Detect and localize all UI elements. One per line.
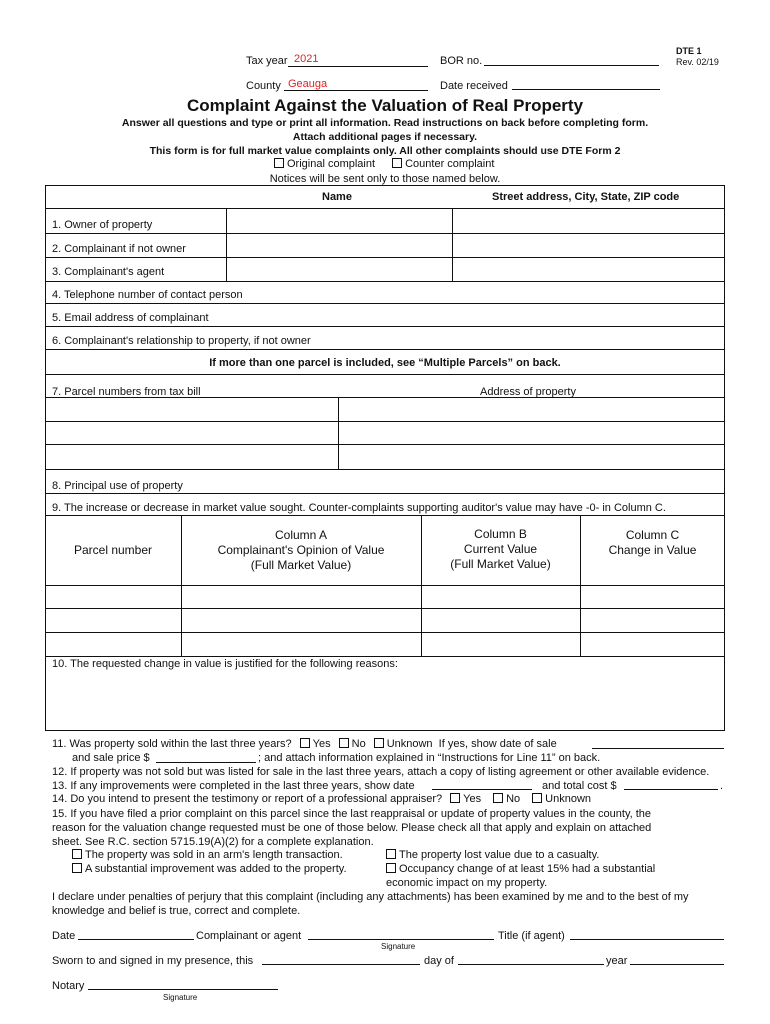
col-b-header: Column B Current Value (Full Market Value)	[450, 527, 551, 571]
q15-line1: 15. If you have filed a prior complaint on this parcel since the last reappraisal or update of property values in the county, the	[52, 808, 652, 820]
notary-signature-field[interactable]	[88, 989, 278, 990]
q15-option-improvement: A substantial improvement was added to the property.	[64, 863, 347, 876]
notice-text: Notices will be sent only to those named below.	[269, 173, 501, 185]
q11-yes-checkbox[interactable]	[300, 738, 310, 748]
casualty-checkbox[interactable]	[386, 849, 396, 859]
q14: 14. Do you intend to present the testimony or report of a professional appraiser? Yes No Unknown	[52, 793, 591, 805]
tax-year-field[interactable]	[288, 66, 428, 67]
title-label: Title (if agent)	[498, 930, 565, 942]
county-value: Geauga	[288, 78, 328, 90]
bor-label: BOR no.	[440, 55, 483, 67]
declaration-1: I declare under penalties of perjury that this complaint (including any attachments) has been examined by me and to the best of my	[52, 891, 689, 903]
row-parcel-numbers: 7. Parcel numbers from tax bill	[52, 386, 201, 398]
q14-no-checkbox[interactable]	[493, 793, 503, 803]
title-field[interactable]	[570, 939, 724, 940]
sold-checkbox[interactable]	[72, 849, 82, 859]
sworn-label: Sworn to and signed in my presence, this	[52, 955, 254, 967]
date-received-field[interactable]	[512, 89, 660, 90]
q11-sale-price-label: and sale price $	[72, 752, 150, 764]
q15-option-occupancy: Occupancy change of at least 15% had a substantial	[378, 863, 655, 876]
tax-year-value: 2021	[294, 53, 319, 65]
year-label: year	[606, 955, 628, 967]
original-complaint-label: Original complaint	[287, 158, 376, 170]
instruction-1: Answer all questions and type or print all information. Read instructions on back before completing form.	[121, 117, 649, 129]
complainant-label: Complainant or agent	[196, 930, 302, 942]
q11-no-checkbox[interactable]	[339, 738, 349, 748]
q12: 12. If property was not sold but was listed for sale in the last three years, attach a copy of listing agreement or other available evidence.	[52, 766, 710, 778]
col-a-header: Column A Complainant's Opinion of Value (Full Market Value)	[217, 528, 385, 572]
col-parcel-number: Parcel number	[73, 543, 153, 557]
col-c-header: Column C Change in Value	[608, 528, 697, 557]
instruction-3: This form is for full market value complaints only. All other complaints should use DTE Form 2	[149, 145, 621, 157]
sworn-day-field[interactable]	[262, 964, 420, 965]
form-id: DTE 1	[676, 46, 702, 56]
notary-signature-caption: Signature	[163, 993, 198, 1002]
complaint-type-row	[266, 158, 494, 171]
row-value-sought: 9. The increase or decrease in market value sought. Counter-complaints supporting auditor's value may have -0- in Column C.	[52, 502, 666, 514]
row-relationship: 6. Complainant's relationship to property, if not owner	[52, 335, 311, 347]
bor-field[interactable]	[484, 65, 659, 66]
declaration-2: knowledge and belief is true, correct and complete.	[52, 905, 301, 917]
counter-complaint-label: Counter complaint	[405, 158, 495, 170]
date-field[interactable]	[78, 939, 194, 940]
sale-date-field[interactable]	[592, 748, 724, 749]
row-complainant: 2. Complainant if not owner	[52, 243, 186, 255]
row-parcel-address: Address of property	[480, 386, 576, 398]
q13: 13. If any improvements were completed in the last three years, show date	[52, 780, 415, 792]
q13-period: .	[720, 780, 724, 792]
occupancy-checkbox[interactable]	[386, 863, 396, 873]
day-of-label: day of	[424, 955, 454, 967]
multiple-parcels-note: If more than one parcel is included, see “Multiple Parcels” on back.	[209, 357, 561, 369]
instruction-2: Attach additional pages if necessary.	[292, 131, 478, 143]
signature-caption: Signature	[381, 942, 416, 951]
q15-line3: sheet. See R.C. section 5715.19(A)(2) for a complete explanation.	[52, 836, 374, 848]
row-principal-use: 8. Principal use of property	[52, 480, 183, 492]
date-label: Date	[52, 930, 76, 942]
date-received-label: Date received	[440, 80, 508, 92]
improvement-date-field[interactable]	[432, 789, 532, 790]
q13-cost-label: and total cost $	[542, 780, 617, 792]
q14-yes-checkbox[interactable]	[450, 793, 460, 803]
page-title: Complaint Against the Valuation of Real Property	[186, 96, 584, 115]
counter-complaint-checkbox[interactable]	[392, 158, 402, 168]
col-address-header: Street address, City, State, ZIP code	[492, 191, 680, 203]
q11-attach-text: ; and attach information explained in “Instructions for Line 11” on back.	[258, 752, 601, 764]
original-complaint-checkbox[interactable]	[274, 158, 284, 168]
row-email: 5. Email address of complainant	[52, 312, 209, 324]
q11-unknown-checkbox[interactable]	[374, 738, 384, 748]
q14-unknown-checkbox[interactable]	[532, 793, 542, 803]
revision: Rev. 02/19	[676, 57, 719, 67]
row-owner: 1. Owner of property	[52, 219, 153, 231]
row-telephone: 4. Telephone number of contact person	[52, 289, 243, 301]
sale-price-field[interactable]	[156, 762, 256, 763]
year-field[interactable]	[630, 964, 724, 965]
col-name-header: Name	[322, 191, 352, 203]
q15-option-sold: The property was sold in an arm's length transaction.	[64, 849, 343, 862]
q15-option-casualty: The property lost value due to a casualty.	[378, 849, 599, 862]
q15-line2: reason for the valuation change requested must be one of those below. Please check all that apply and explain on attached	[52, 822, 652, 834]
tax-year-label: Tax year	[246, 55, 288, 67]
notary-label: Notary	[52, 980, 85, 992]
row-agent: 3. Complainant's agent	[52, 266, 165, 278]
month-field[interactable]	[458, 964, 604, 965]
county-label: County	[246, 80, 281, 92]
row-reasons: 10. The requested change in value is justified for the following reasons:	[52, 658, 398, 670]
improvement-cost-field[interactable]	[624, 789, 718, 790]
improvement-checkbox[interactable]	[72, 863, 82, 873]
q11: 11. Was property sold within the last three years? Yes No Unknown If yes, show date of sale	[52, 738, 557, 750]
q15-option-occupancy-2: economic impact on my property.	[386, 877, 548, 889]
